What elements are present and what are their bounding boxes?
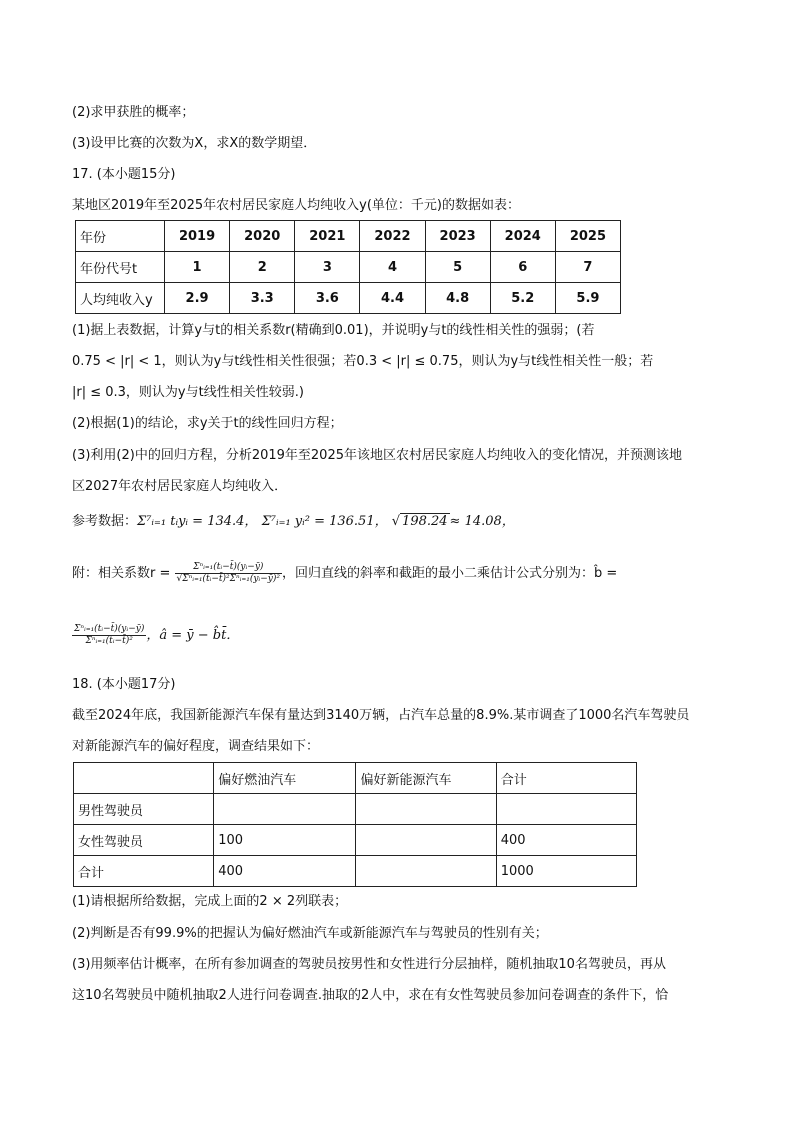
table-cell: 2019 (165, 221, 230, 252)
table-cell: 4 (360, 252, 425, 283)
table-cell: 400 (214, 856, 356, 887)
reference-data: 参考数据：Σ⁷ᵢ₌₁ tᵢyᵢ = 134.4， Σ⁷ᵢ₌₁ yᵢ² = 136.51， √ 198.24 ≈ 14.08， (72, 514, 515, 529)
p18-intro-line2: 对新能源汽车的偏好程度，调查结果如下： (72, 739, 320, 754)
table-cell: 7 (555, 252, 620, 283)
problem-18-heading: 18. (本小题17分) (72, 677, 176, 692)
attach-label: 附：相关系数r = (72, 566, 171, 581)
p18-sub3-line2: 这10名驾驶员中随机抽取2人进行问卷调查.抽取的2人中，求在有女性驾驶员参加问卷调查的条件下，恰 (72, 988, 669, 1003)
p18-sub2: (2)判断是否有99.9%的把握认为偏好燃油汽车或新能源汽车与驾驶员的性别有关； (72, 926, 548, 941)
table-cell (356, 794, 496, 825)
table-cell: 3.6 (295, 283, 360, 314)
slope-formula-line (72, 624, 239, 647)
table-cell: 5.9 (555, 283, 620, 314)
ref-sum-y2: Σ⁷ᵢ₌₁ yᵢ² = 136.51， (261, 514, 388, 529)
attach-text: ，回归直线的斜率和截距的最小二乘估计公式分别为：b̂ = (281, 566, 618, 581)
table-cell: 合计 (496, 763, 636, 794)
table-cell: 400 (496, 825, 636, 856)
table-cell: 2024 (490, 221, 555, 252)
table-cell: 偏好燃油汽车 (214, 763, 356, 794)
table-row (76, 252, 621, 283)
table-cell: 2023 (425, 221, 490, 252)
table-row (74, 763, 637, 794)
table-cell: 人均纯收入y (76, 283, 165, 314)
table-cell: 6 (490, 252, 555, 283)
problem-17-heading: 17. (本小题15分) (72, 167, 176, 182)
table-cell: 女性驾驶员 (74, 825, 214, 856)
p17-sub2: (2)根据(1)的结论，求y关于t的线性回归方程； (72, 416, 343, 431)
contingency-table (73, 762, 637, 887)
r-fraction (175, 562, 282, 585)
ref-sum-ty: Σ⁷ᵢ₌₁ tᵢyᵢ = 134.4， (137, 514, 258, 529)
income-table (75, 220, 621, 314)
table-row (74, 856, 637, 887)
r-numerator: Σⁿᵢ₌₁(tᵢ−t̄)(yᵢ−ȳ) (175, 562, 282, 574)
table-cell: 3 (295, 252, 360, 283)
table-cell (356, 825, 496, 856)
table-cell: 偏好新能源汽车 (356, 763, 496, 794)
r-denominator: √Σⁿᵢ₌₁(tᵢ−t̄)²Σⁿᵢ₌₁(yᵢ−ȳ)² (176, 574, 280, 584)
b-fraction (72, 624, 146, 647)
table-row (74, 794, 637, 825)
table-cell (74, 763, 214, 794)
ref-approx: ≈ 14.08， (449, 514, 515, 529)
table-cell: 5.2 (490, 283, 555, 314)
q3-line: (3)设甲比赛的次数为X，求X的数学期望． (72, 136, 317, 151)
table-cell: 2025 (555, 221, 620, 252)
table-cell: 年份代号t (76, 252, 165, 283)
intercept-formula: ，â = ȳ − b̂t̄． (146, 628, 240, 643)
table-cell: 3.3 (230, 283, 295, 314)
table-cell: 合计 (74, 856, 214, 887)
p18-sub1: (1)请根据所给数据，完成上面的2 × 2列联表； (72, 894, 348, 909)
p18-sub3-line1: (3)用频率估计概率，在所有参加调查的驾驶员按男性和女性进行分层抽样，随机抽取10名驾驶员，再从 (72, 957, 666, 972)
p17-sub1-line1: (1)据上表数据，计算y与t的相关系数r(精确到0.01)，并说明y与t的线性相关性的强弱；(若 (72, 323, 595, 338)
problem-17-intro: 某地区2019年至2025年农村居民家庭人均纯收入y(单位：千元)的数据如表： (72, 198, 521, 213)
table-cell: 男性驾驶员 (74, 794, 214, 825)
b-numerator: Σⁿᵢ₌₁(tᵢ−t̄)(yᵢ−ȳ) (74, 624, 145, 634)
p17-sub1-line3: |r| ≤ 0.3，则认为y与t线性相关性较弱.) (72, 385, 304, 400)
p18-intro-line1: 截至2024年底，我国新能源汽车保有量达到3140万辆，占汽车总量的8.9%.某市调查了1000名汽车驾驶员 (72, 708, 690, 723)
table-cell (356, 856, 496, 887)
table-cell (214, 794, 356, 825)
table-cell: 2022 (360, 221, 425, 252)
table-cell: 2021 (295, 221, 360, 252)
table-row (76, 283, 621, 314)
b-denominator: Σⁿᵢ₌₁(tᵢ−t̄)² (85, 636, 133, 646)
q2-line: (2)求甲获胜的概率； (72, 105, 195, 120)
table-cell: 年份 (76, 221, 165, 252)
p17-sub1-line2: 0.75 < |r| < 1，则认为y与t线性相关性很强；若0.3 < |r| ≤ 0.75，则认为y与t线性相关性一般；若 (72, 354, 654, 369)
table-cell: 2 (230, 252, 295, 283)
table-cell: 2020 (230, 221, 295, 252)
table-cell: 100 (214, 825, 356, 856)
table-cell: 4.4 (360, 283, 425, 314)
table-cell: 5 (425, 252, 490, 283)
p17-sub3-line1: (3)利用(2)中的回归方程，分析2019年至2025年该地区农村居民家庭人均纯收入的变化情况，并预测该地 (72, 448, 682, 463)
table-row (76, 221, 621, 252)
table-cell: 1 (165, 252, 230, 283)
p17-sub3-line2: 区2027年农村居民家庭人均纯收入． (72, 479, 288, 494)
table-cell: 2.9 (165, 283, 230, 314)
reference-label: 参考数据： (72, 514, 138, 529)
table-cell: 1000 (496, 856, 636, 887)
correlation-formula-line (72, 562, 617, 585)
ref-sqrt-value: 198.24 (402, 514, 448, 529)
table-cell: 4.8 (425, 283, 490, 314)
table-row (74, 825, 637, 856)
table-cell (496, 794, 636, 825)
